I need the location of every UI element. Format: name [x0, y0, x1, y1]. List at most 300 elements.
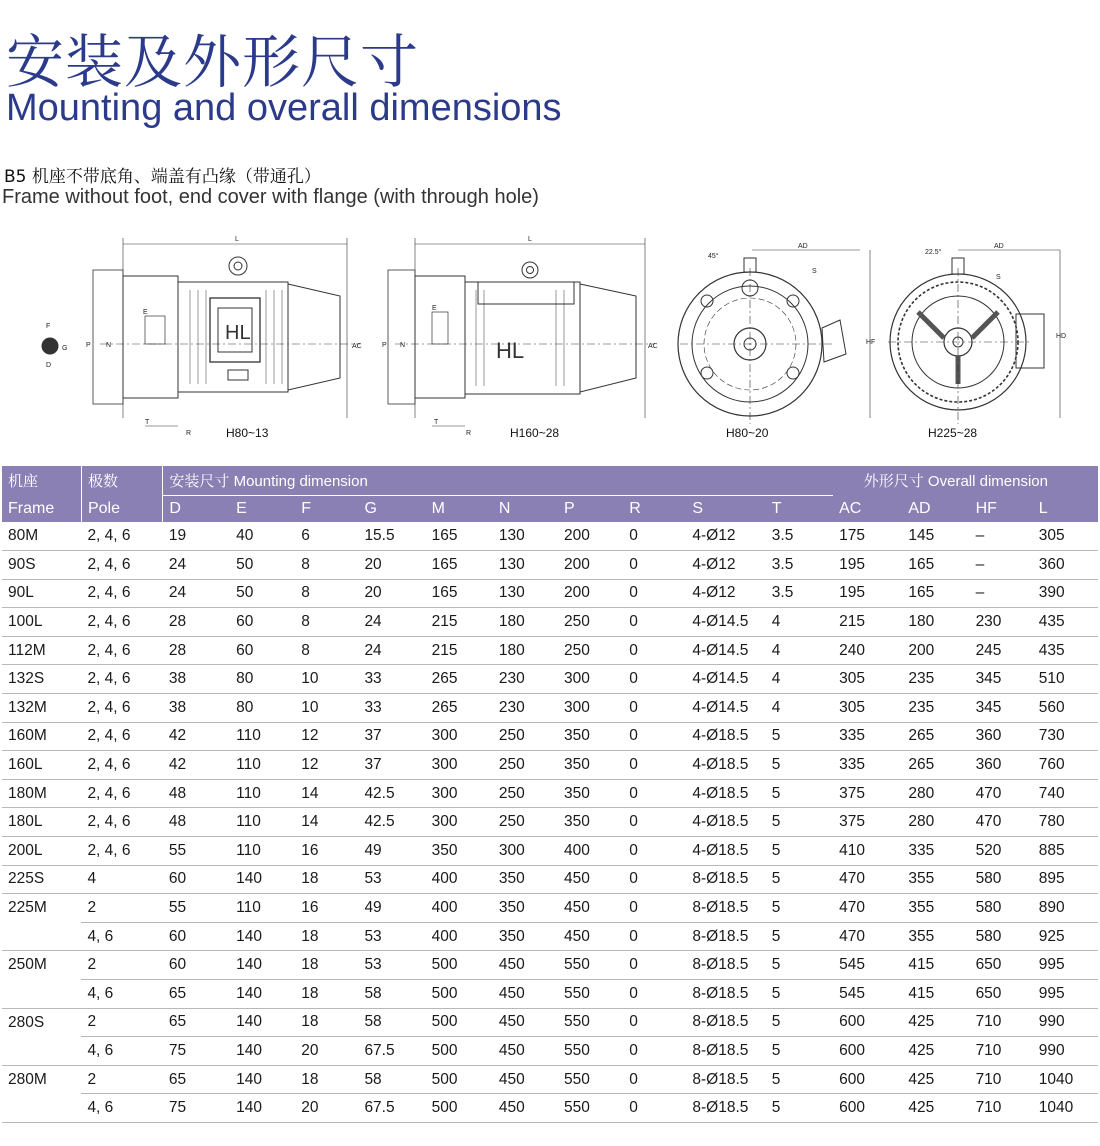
cell-t: 5: [766, 951, 833, 980]
cell-e: 140: [230, 922, 295, 951]
cell-f: 12: [295, 751, 358, 780]
cell-p: 450: [558, 894, 623, 923]
cell-f: 14: [295, 808, 358, 837]
caption-fig4: H225~28: [928, 426, 978, 440]
cell-pole: 2: [81, 1065, 162, 1094]
cell-g: 53: [358, 951, 425, 980]
cell-g: 20: [358, 551, 425, 580]
cell-p: 300: [558, 665, 623, 694]
table-row: [2, 951, 1098, 980]
cell-d: 42: [163, 751, 230, 780]
cell-e: 140: [230, 1094, 295, 1123]
table-row: [2, 980, 1098, 1009]
cell-m: 500: [426, 1037, 493, 1066]
cell-s: 8-Ø18.5: [686, 1008, 765, 1037]
cell-r: 0: [623, 894, 686, 923]
column-header-p: P: [558, 495, 623, 522]
cell-frame: 90L: [2, 579, 81, 608]
table-row: [2, 837, 1098, 866]
dimension-table: [2, 466, 1098, 1123]
cell-m: 400: [426, 922, 493, 951]
cell-n: 450: [493, 980, 558, 1009]
cell-ac: 195: [833, 551, 902, 580]
cell-f: 16: [295, 837, 358, 866]
dim-label-e-1: E: [143, 309, 148, 316]
dim-label-r-2: R: [466, 430, 472, 437]
table-row: [2, 751, 1098, 780]
cell-s: 8-Ø18.5: [686, 1037, 765, 1066]
column-header-ad: AD: [902, 495, 969, 522]
cell-s: 4-Ø14.5: [686, 694, 765, 723]
cell-l: 925: [1033, 922, 1098, 951]
cell-ac: 470: [833, 865, 902, 894]
table-row: [2, 665, 1098, 694]
cell-n: 450: [493, 1065, 558, 1094]
technical-drawings: [0, 228, 1100, 458]
angle-label-225: 22.5°: [925, 249, 942, 256]
cell-pole: 4, 6: [81, 980, 162, 1009]
cell-frame: 180L: [2, 808, 81, 837]
cell-p: 200: [558, 522, 623, 551]
cell-pole: 2, 4, 6: [81, 751, 162, 780]
cell-g: 58: [358, 1008, 425, 1037]
cell-m: 400: [426, 894, 493, 923]
cell-d: 38: [163, 694, 230, 723]
cell-frame: 132M: [2, 694, 81, 723]
cell-s: 4-Ø18.5: [686, 722, 765, 751]
cell-m: 500: [426, 1008, 493, 1037]
cell-pole: 2, 4, 6: [81, 551, 162, 580]
dim-label-g: G: [62, 345, 68, 352]
cell-p: 450: [558, 922, 623, 951]
table-row: [2, 865, 1098, 894]
cell-frame: 225S: [2, 865, 81, 894]
cell-e: 140: [230, 1037, 295, 1066]
table-body: [2, 522, 1098, 1122]
table-row: [2, 579, 1098, 608]
cell-ac: 600: [833, 1065, 902, 1094]
cell-hf: 710: [970, 1094, 1033, 1123]
side-view-small: [42, 236, 362, 437]
cell-n: 130: [493, 522, 558, 551]
cell-frame: 280S: [8, 1013, 45, 1031]
cell-e: 50: [230, 579, 295, 608]
cell-ad: 355: [902, 894, 969, 923]
cell-pole: 2: [81, 1008, 162, 1037]
cell-ad: 355: [902, 865, 969, 894]
cell-pole: 2: [81, 951, 162, 980]
cell-e: 110: [230, 779, 295, 808]
cell-l: 890: [1033, 894, 1098, 923]
table-row: [2, 1065, 1098, 1094]
cell-hf: 360: [970, 751, 1033, 780]
cell-l: 885: [1033, 837, 1098, 866]
cell-r: 0: [623, 751, 686, 780]
cell-p: 550: [558, 1094, 623, 1123]
cell-m: 300: [426, 808, 493, 837]
cell-t: 5: [766, 1065, 833, 1094]
cell-s: 4-Ø18.5: [686, 808, 765, 837]
cell-frame: [2, 980, 81, 1009]
cell-frame: 180M: [2, 779, 81, 808]
column-header-f: F: [295, 495, 358, 522]
cell-l: 995: [1033, 951, 1098, 980]
cell-ad: 355: [902, 922, 969, 951]
cell-frame: 225M: [8, 899, 47, 917]
dim-label-f: F: [46, 323, 51, 330]
cell-f: 14: [295, 779, 358, 808]
cell-g: 37: [358, 722, 425, 751]
cell-hf: 360: [970, 722, 1033, 751]
cell-d: 65: [163, 1008, 230, 1037]
cell-m: 300: [426, 722, 493, 751]
cell-m: 165: [426, 522, 493, 551]
cell-hf: 710: [970, 1008, 1033, 1037]
cell-ac: 600: [833, 1037, 902, 1066]
cell-e: 140: [230, 951, 295, 980]
cell-l: 360: [1033, 551, 1098, 580]
cell-s: 4-Ø12: [686, 522, 765, 551]
cell-p: 200: [558, 579, 623, 608]
cell-hf: 710: [970, 1065, 1033, 1094]
cell-p: 550: [558, 951, 623, 980]
dimension-table-wrapper: [2, 466, 1098, 1123]
cell-g: 20: [358, 579, 425, 608]
cell-frame: 132S: [2, 665, 81, 694]
cell-r: 0: [623, 665, 686, 694]
cell-n: 230: [493, 694, 558, 723]
cell-d: 28: [163, 636, 230, 665]
logo-text-2: HL: [496, 338, 525, 363]
cell-n: 450: [493, 1008, 558, 1037]
dim-label-hd: HD: [1056, 333, 1067, 340]
cell-g: 24: [358, 608, 425, 637]
table-row: [2, 722, 1098, 751]
dim-label-ac-2: AC: [648, 343, 658, 350]
cell-ac: 470: [833, 922, 902, 951]
dim-label-l-1: L: [235, 236, 239, 243]
cell-hf: 580: [970, 865, 1033, 894]
cell-m: 500: [426, 1065, 493, 1094]
cell-n: 250: [493, 808, 558, 837]
cell-l: 780: [1033, 808, 1098, 837]
cell-e: 60: [230, 608, 295, 637]
cell-d: 19: [163, 522, 230, 551]
dim-label-t-1: T: [145, 419, 150, 426]
cell-frame: [2, 1094, 81, 1123]
cell-r: 0: [623, 551, 686, 580]
cell-ad: 425: [902, 1037, 969, 1066]
cell-t: 4: [766, 665, 833, 694]
cell-frame: 200L: [2, 837, 81, 866]
cell-hf: 470: [970, 808, 1033, 837]
cell-s: 4-Ø14.5: [686, 608, 765, 637]
cell-p: 250: [558, 608, 623, 637]
cell-s: 8-Ø18.5: [686, 980, 765, 1009]
cell-ac: 305: [833, 665, 902, 694]
cell-ac: 600: [833, 1094, 902, 1123]
cell-t: 5: [766, 751, 833, 780]
dim-label-p-1: P: [86, 342, 91, 349]
cell-r: 0: [623, 579, 686, 608]
cell-frame: 90S: [2, 551, 81, 580]
cell-s: 4-Ø12: [686, 579, 765, 608]
cell-n: 230: [493, 665, 558, 694]
cell-pole: 2, 4, 6: [81, 694, 162, 723]
cell-p: 350: [558, 722, 623, 751]
subtitle-cn: B5 机座不带底角、端盖有凸缘（带通孔）: [4, 167, 321, 187]
caption-fig1: H80~13: [226, 426, 269, 440]
cell-t: 5: [766, 1037, 833, 1066]
cell-ad: 200: [902, 636, 969, 665]
cell-s: 8-Ø18.5: [686, 922, 765, 951]
cell-t: 5: [766, 1008, 833, 1037]
header-frame-cn: 机座: [2, 466, 81, 495]
table-row: [2, 1094, 1098, 1123]
cell-hf: –: [970, 579, 1033, 608]
column-header-e: E: [230, 495, 295, 522]
cell-ac: 410: [833, 837, 902, 866]
cell-r: 0: [623, 1094, 686, 1123]
cell-s: 8-Ø18.5: [686, 1065, 765, 1094]
cell-hf: 230: [970, 608, 1033, 637]
cell-frame: 100L: [2, 608, 81, 637]
cell-hf: 245: [970, 636, 1033, 665]
cell-f: 18: [295, 951, 358, 980]
cell-s: 4-Ø18.5: [686, 751, 765, 780]
cell-l: 1040: [1033, 1094, 1098, 1123]
header-mounting-dimension: 安装尺寸 Mounting dimension: [163, 466, 833, 495]
cell-pole: 4, 6: [81, 1094, 162, 1123]
cell-g: 53: [358, 922, 425, 951]
cell-g: 37: [358, 751, 425, 780]
cell-p: 350: [558, 808, 623, 837]
cell-n: 350: [493, 894, 558, 923]
cell-ad: 235: [902, 665, 969, 694]
column-header-m: M: [426, 495, 493, 522]
cell-g: 67.5: [358, 1094, 425, 1123]
cell-frame: 160M: [2, 722, 81, 751]
cell-s: 4-Ø14.5: [686, 665, 765, 694]
cell-ad: 235: [902, 694, 969, 723]
cell-f: 18: [295, 922, 358, 951]
cell-ad: 280: [902, 779, 969, 808]
cell-s: 4-Ø18.5: [686, 837, 765, 866]
cell-frame: 112M: [2, 636, 81, 665]
cell-ac: 335: [833, 722, 902, 751]
side-view-large: [382, 236, 658, 437]
cell-d: 24: [163, 579, 230, 608]
column-header-l: L: [1033, 495, 1098, 522]
cell-frame: 250M: [8, 956, 47, 974]
cell-n: 250: [493, 722, 558, 751]
dim-label-n-2: N: [400, 342, 406, 349]
column-header-d: D: [163, 495, 230, 522]
cell-r: 0: [623, 1037, 686, 1066]
cell-hf: 520: [970, 837, 1033, 866]
cell-n: 180: [493, 608, 558, 637]
cell-pole: 2, 4, 6: [81, 837, 162, 866]
cell-f: 8: [295, 636, 358, 665]
cell-e: 140: [230, 980, 295, 1009]
cell-e: 140: [230, 1008, 295, 1037]
table-row: [2, 779, 1098, 808]
table-row: [2, 608, 1098, 637]
cell-pole: 2: [81, 894, 162, 923]
cell-n: 450: [493, 1037, 558, 1066]
cell-ad: 425: [902, 1008, 969, 1037]
cell-t: 5: [766, 722, 833, 751]
cell-m: 500: [426, 951, 493, 980]
caption-fig3: H80~20: [726, 426, 769, 440]
cell-hf: 650: [970, 951, 1033, 980]
cell-m: 265: [426, 694, 493, 723]
cell-frame: 80M: [2, 522, 81, 551]
header-overall-dimension: 外形尺寸 Overall dimension: [833, 466, 1098, 495]
cell-r: 0: [623, 722, 686, 751]
cell-t: 5: [766, 837, 833, 866]
table-row: [2, 636, 1098, 665]
cell-p: 400: [558, 837, 623, 866]
cell-d: 48: [163, 779, 230, 808]
cell-hf: –: [970, 551, 1033, 580]
cell-p: 350: [558, 751, 623, 780]
cell-d: 42: [163, 722, 230, 751]
cell-n: 130: [493, 551, 558, 580]
cell-f: 16: [295, 894, 358, 923]
cell-g: 24: [358, 636, 425, 665]
cell-g: 58: [358, 1065, 425, 1094]
cell-s: 4-Ø14.5: [686, 636, 765, 665]
cell-frame: 280M: [8, 1070, 47, 1088]
cell-l: 995: [1033, 980, 1098, 1009]
dim-label-l-2: L: [528, 236, 532, 243]
cell-hf: –: [970, 522, 1033, 551]
cell-pole: 4: [81, 865, 162, 894]
cell-f: 8: [295, 579, 358, 608]
column-header-ac: AC: [833, 495, 902, 522]
cell-f: 18: [295, 1008, 358, 1037]
cell-f: 6: [295, 522, 358, 551]
cell-d: 65: [163, 980, 230, 1009]
cell-e: 80: [230, 665, 295, 694]
cell-p: 200: [558, 551, 623, 580]
dim-label-r-1: R: [186, 430, 192, 437]
dim-label-ad-2: AD: [994, 243, 1004, 250]
cell-l: 560: [1033, 694, 1098, 723]
cell-pole: 2, 4, 6: [81, 808, 162, 837]
column-header-n: N: [493, 495, 558, 522]
cell-f: 8: [295, 608, 358, 637]
cell-r: 0: [623, 951, 686, 980]
cell-m: 300: [426, 779, 493, 808]
cell-e: 110: [230, 837, 295, 866]
cell-r: 0: [623, 694, 686, 723]
cell-ac: 335: [833, 751, 902, 780]
cell-m: 165: [426, 579, 493, 608]
cell-t: 4: [766, 694, 833, 723]
cell-ad: 165: [902, 551, 969, 580]
cell-l: 740: [1033, 779, 1098, 808]
cell-l: 990: [1033, 1008, 1098, 1037]
cell-ad: 415: [902, 980, 969, 1009]
cell-s: 8-Ø18.5: [686, 894, 765, 923]
cell-ad: 335: [902, 837, 969, 866]
cell-ac: 195: [833, 579, 902, 608]
cell-p: 550: [558, 980, 623, 1009]
cell-f: 18: [295, 1065, 358, 1094]
cell-r: 0: [623, 865, 686, 894]
angle-label-45: 45°: [708, 253, 719, 260]
cell-ac: 375: [833, 808, 902, 837]
cell-m: 265: [426, 665, 493, 694]
cell-pole: 2, 4, 6: [81, 608, 162, 637]
cell-g: 49: [358, 837, 425, 866]
cell-r: 0: [623, 779, 686, 808]
cell-t: 5: [766, 808, 833, 837]
cell-pole: 2, 4, 6: [81, 779, 162, 808]
cell-r: 0: [623, 608, 686, 637]
cell-hf: 345: [970, 694, 1033, 723]
cell-hf: 710: [970, 1037, 1033, 1066]
cell-hf: 470: [970, 779, 1033, 808]
cell-s: 4-Ø18.5: [686, 779, 765, 808]
cell-l: 390: [1033, 579, 1098, 608]
cell-pole: 4, 6: [81, 1037, 162, 1066]
cell-t: 3.5: [766, 522, 833, 551]
dim-label-t-2: T: [434, 419, 439, 426]
dim-label-s-1: S: [812, 268, 817, 275]
cell-m: 215: [426, 636, 493, 665]
cell-e: 60: [230, 636, 295, 665]
cell-f: 12: [295, 722, 358, 751]
cell-n: 130: [493, 579, 558, 608]
cell-d: 28: [163, 608, 230, 637]
cell-g: 53: [358, 865, 425, 894]
cell-t: 5: [766, 922, 833, 951]
cell-r: 0: [623, 636, 686, 665]
dim-label-d: D: [46, 362, 52, 369]
column-header-hf: HF: [970, 495, 1033, 522]
cell-ad: 145: [902, 522, 969, 551]
cell-ac: 545: [833, 980, 902, 1009]
cell-f: 10: [295, 665, 358, 694]
cell-l: 435: [1033, 636, 1098, 665]
dim-label-p-2: P: [382, 342, 387, 349]
cell-p: 350: [558, 779, 623, 808]
cell-g: 49: [358, 894, 425, 923]
cell-e: 140: [230, 1065, 295, 1094]
cell-d: 75: [163, 1094, 230, 1123]
cell-t: 4: [766, 636, 833, 665]
column-header-pole: Pole: [81, 495, 162, 522]
cell-hf: 580: [970, 894, 1033, 923]
cell-l: 305: [1033, 522, 1098, 551]
cell-m: 350: [426, 837, 493, 866]
cell-l: 895: [1033, 865, 1098, 894]
cell-ac: 175: [833, 522, 902, 551]
cell-hf: 345: [970, 665, 1033, 694]
cell-p: 450: [558, 865, 623, 894]
cell-hf: 650: [970, 980, 1033, 1009]
end-view-small: [678, 243, 875, 424]
cell-ac: 215: [833, 608, 902, 637]
cell-f: 18: [295, 980, 358, 1009]
column-header-r: R: [623, 495, 686, 522]
logo-text-1: HL: [225, 322, 251, 344]
cell-n: 450: [493, 1094, 558, 1123]
cell-e: 110: [230, 808, 295, 837]
